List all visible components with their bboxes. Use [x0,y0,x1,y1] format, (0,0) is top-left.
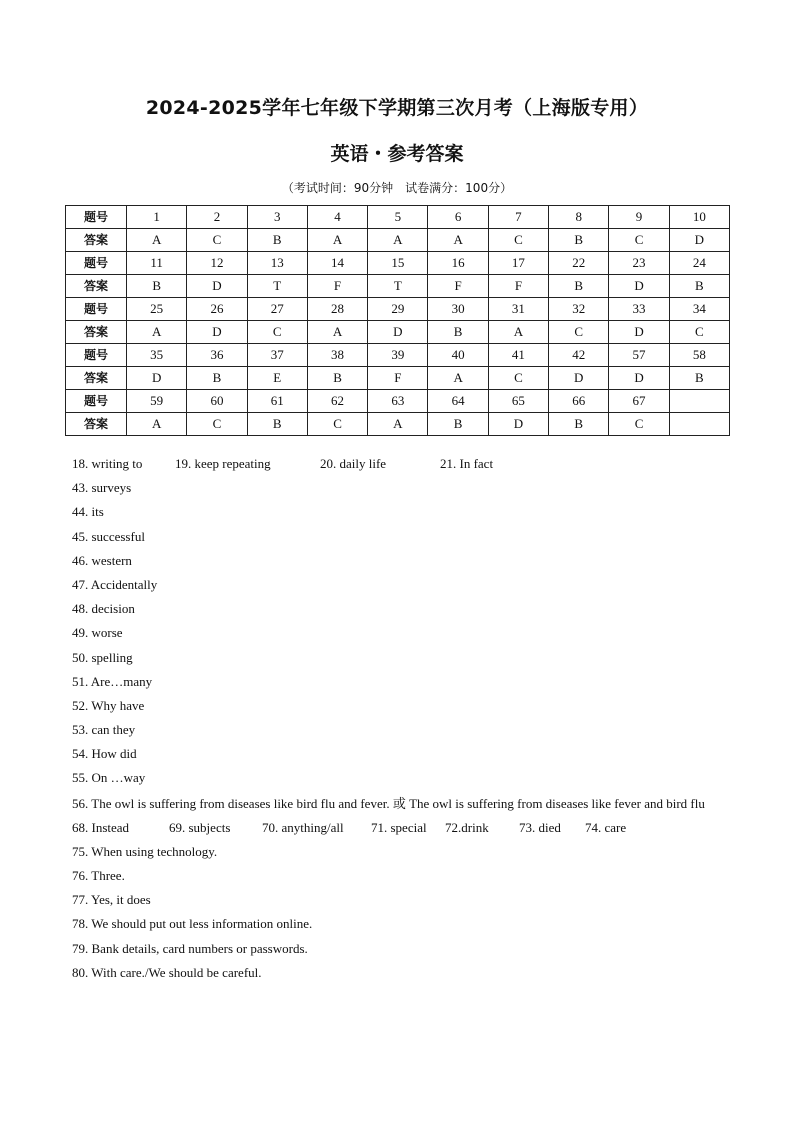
answer-row [66,275,730,298]
answer-item: 20. daily life [320,456,387,471]
answer-letter-cell: C [187,229,247,252]
answer-letter-cell: D [187,275,247,298]
question-number-cell: 6 [428,206,488,229]
question-number-cell: 62 [307,390,367,413]
question-number-cell: 27 [247,298,307,321]
answer-item: 45. successful [72,528,145,544]
answer-letter-cell: C [609,413,669,436]
answer-item: 78. We should put out less information online. [72,916,313,932]
answer-letter-cell: A [307,321,367,344]
answer-letter-cell: C [549,321,609,344]
answer-letter-cell: F [368,367,428,390]
question-row [66,252,730,275]
answer-item: 18. writing to [72,456,143,471]
answer-letter-cell: B [127,275,187,298]
question-number-cell: 28 [307,298,367,321]
question-number-cell: 25 [127,298,187,321]
answer-letter-cell: A [488,321,548,344]
question-label: 题号 [66,390,127,413]
answer-letter-cell: A [428,367,488,390]
answer-letter-cell: C [247,321,307,344]
question-number-cell: 16 [428,252,488,275]
question-label: 题号 [66,298,127,321]
answer-letter-cell: C [187,413,247,436]
question-number-cell: 13 [247,252,307,275]
answer-label: 答案 [66,413,127,436]
question-row [66,390,730,413]
answer-letter-cell: D [609,275,669,298]
answer-letter-cell: A [127,413,187,436]
answer-table [65,205,730,436]
question-number-cell: 36 [187,344,247,367]
answer-row [66,413,730,436]
question-number-cell: 38 [307,344,367,367]
question-number-cell: 34 [669,298,729,321]
question-number-cell: 9 [609,206,669,229]
answer-item: 75. When using technology. [72,843,218,859]
question-number-cell: 67 [609,390,669,413]
question-number-cell: 12 [187,252,247,275]
question-number-cell: 8 [549,206,609,229]
question-number-cell: 40 [428,344,488,367]
question-number-cell: 57 [609,344,669,367]
answer-letter-cell: B [428,413,488,436]
question-number-cell: 24 [669,252,729,275]
answer-item: 19. keep repeating [175,456,271,471]
answer-row [66,321,730,344]
question-number-cell: 64 [428,390,488,413]
question-number-cell: 41 [488,344,548,367]
answer-label: 答案 [66,367,127,390]
answer-letter-cell: T [247,275,307,298]
question-number-cell: 66 [549,390,609,413]
answer-item: 69. subjects [169,819,231,835]
question-number-cell: 35 [127,344,187,367]
answer-letter-cell: E [247,367,307,390]
page-title: 2024-2025学年七年级下学期第三次月考（上海版专用） [145,97,649,119]
question-number-cell: 17 [488,252,548,275]
question-number-cell: 14 [307,252,367,275]
question-number-cell [669,390,729,413]
answer-letter-cell: B [549,229,609,252]
question-number-cell: 63 [368,390,428,413]
question-number-cell: 65 [488,390,548,413]
question-label: 题号 [66,206,127,229]
answer-item: 73. died [519,819,561,835]
answer-row [66,229,730,252]
answer-letter-cell: C [488,367,548,390]
answer-item: 77. Yes, it does [72,892,151,908]
question-number-cell: 37 [247,344,307,367]
answer-letter-cell: C [669,321,729,344]
answer-item-56: 56. The owl is suffering from diseases like bird flu and fever. 或 The owl is suffering from diseases like fever and bird flu [72,795,705,811]
question-number-cell: 33 [609,298,669,321]
answer-item: 72.drink [445,819,489,835]
question-number-cell: 2 [187,206,247,229]
answer-letter-cell: B [549,275,609,298]
answer-letter-cell: D [669,229,729,252]
answer-letter-cell: B [247,413,307,436]
answer-letter-cell: A [428,229,488,252]
answer-item: 74. care [585,819,627,835]
question-number-cell: 4 [307,206,367,229]
answer-letter-cell [669,413,729,436]
question-number-cell: 15 [368,252,428,275]
answer-letter-cell: D [609,321,669,344]
answer-letter-cell: B [669,367,729,390]
question-number-cell: 30 [428,298,488,321]
answer-item: 54. How did [72,746,137,762]
question-number-cell: 61 [247,390,307,413]
answer-item: 79. Bank details, card numbers or passwords. [72,940,308,956]
question-number-cell: 31 [488,298,548,321]
question-number-cell: 59 [127,390,187,413]
answer-letter-cell: C [307,413,367,436]
answer-item: 52. Why have [72,697,145,713]
answer-letter-cell: D [549,367,609,390]
question-label: 题号 [66,344,127,367]
answer-letter-cell: B [307,367,367,390]
answer-item: 47. Accidentally [72,576,158,592]
answer-item: 80. With care./We should be careful. [72,964,262,980]
question-number-cell: 5 [368,206,428,229]
question-number-cell: 7 [488,206,548,229]
answer-letter-cell: F [488,275,548,298]
question-number-cell: 1 [127,206,187,229]
answer-letter-cell: A [368,413,428,436]
exam-info: （考试时间：90分钟 试卷满分：100分） [281,181,513,195]
answer-letter-cell: F [307,275,367,298]
answer-item: 44. its [72,504,104,520]
answer-letter-cell: C [609,229,669,252]
question-number-cell: 10 [669,206,729,229]
answer-letter-cell: B [549,413,609,436]
question-number-cell: 60 [187,390,247,413]
answer-letter-cell: A [127,229,187,252]
answer-letter-cell: B [428,321,488,344]
question-number-cell: 22 [549,252,609,275]
answer-letter-cell: A [368,229,428,252]
question-number-cell: 58 [669,344,729,367]
question-row [66,206,730,229]
answer-item: 46. western [72,552,132,568]
answer-item: 68. Instead [72,819,130,835]
question-number-cell: 3 [247,206,307,229]
answer-row [66,367,730,390]
answer-letter-cell: A [307,229,367,252]
page-subtitle: 英语・参考答案 [330,143,464,165]
answer-letter-cell: B [187,367,247,390]
question-number-cell: 11 [127,252,187,275]
answer-letter-cell: B [247,229,307,252]
answer-item: 71. special [371,819,427,835]
answer-letter-cell: T [368,275,428,298]
answer-item: 51. Are…many [72,673,153,689]
question-number-cell: 42 [549,344,609,367]
answer-item: 70. anything/all [262,819,344,835]
answer-label: 答案 [66,229,127,252]
answer-list [72,452,732,985]
answer-item: 49. worse [72,625,123,641]
answer-letter-cell: D [127,367,187,390]
answer-letter-cell: D [368,321,428,344]
answer-letter-cell: D [609,367,669,390]
answer-label: 答案 [66,321,127,344]
question-number-cell: 23 [609,252,669,275]
answer-item: 48. decision [72,601,135,617]
answer-letter-cell: B [669,275,729,298]
answer-letter-cell: D [187,321,247,344]
answer-item: 50. spelling [72,649,133,665]
question-number-cell: 26 [187,298,247,321]
answer-letter-cell: D [488,413,548,436]
question-row [66,298,730,321]
answer-item: 43. surveys [72,480,132,496]
answer-label: 答案 [66,275,127,298]
answer-letter-cell: C [488,229,548,252]
answer-row-68-74 [72,816,732,840]
question-number-cell: 39 [368,344,428,367]
answer-row-18-21 [72,452,732,476]
answer-letter-cell: A [127,321,187,344]
answer-letter-cell: F [428,275,488,298]
question-label: 题号 [66,252,127,275]
answer-item: 76. Three. [72,868,125,883]
question-number-cell: 29 [368,298,428,321]
answer-item: 21. In fact [440,456,494,471]
question-row [66,344,730,367]
question-number-cell: 32 [549,298,609,321]
answer-item: 55. On …way [72,770,146,786]
answer-item: 53. can they [72,722,136,738]
